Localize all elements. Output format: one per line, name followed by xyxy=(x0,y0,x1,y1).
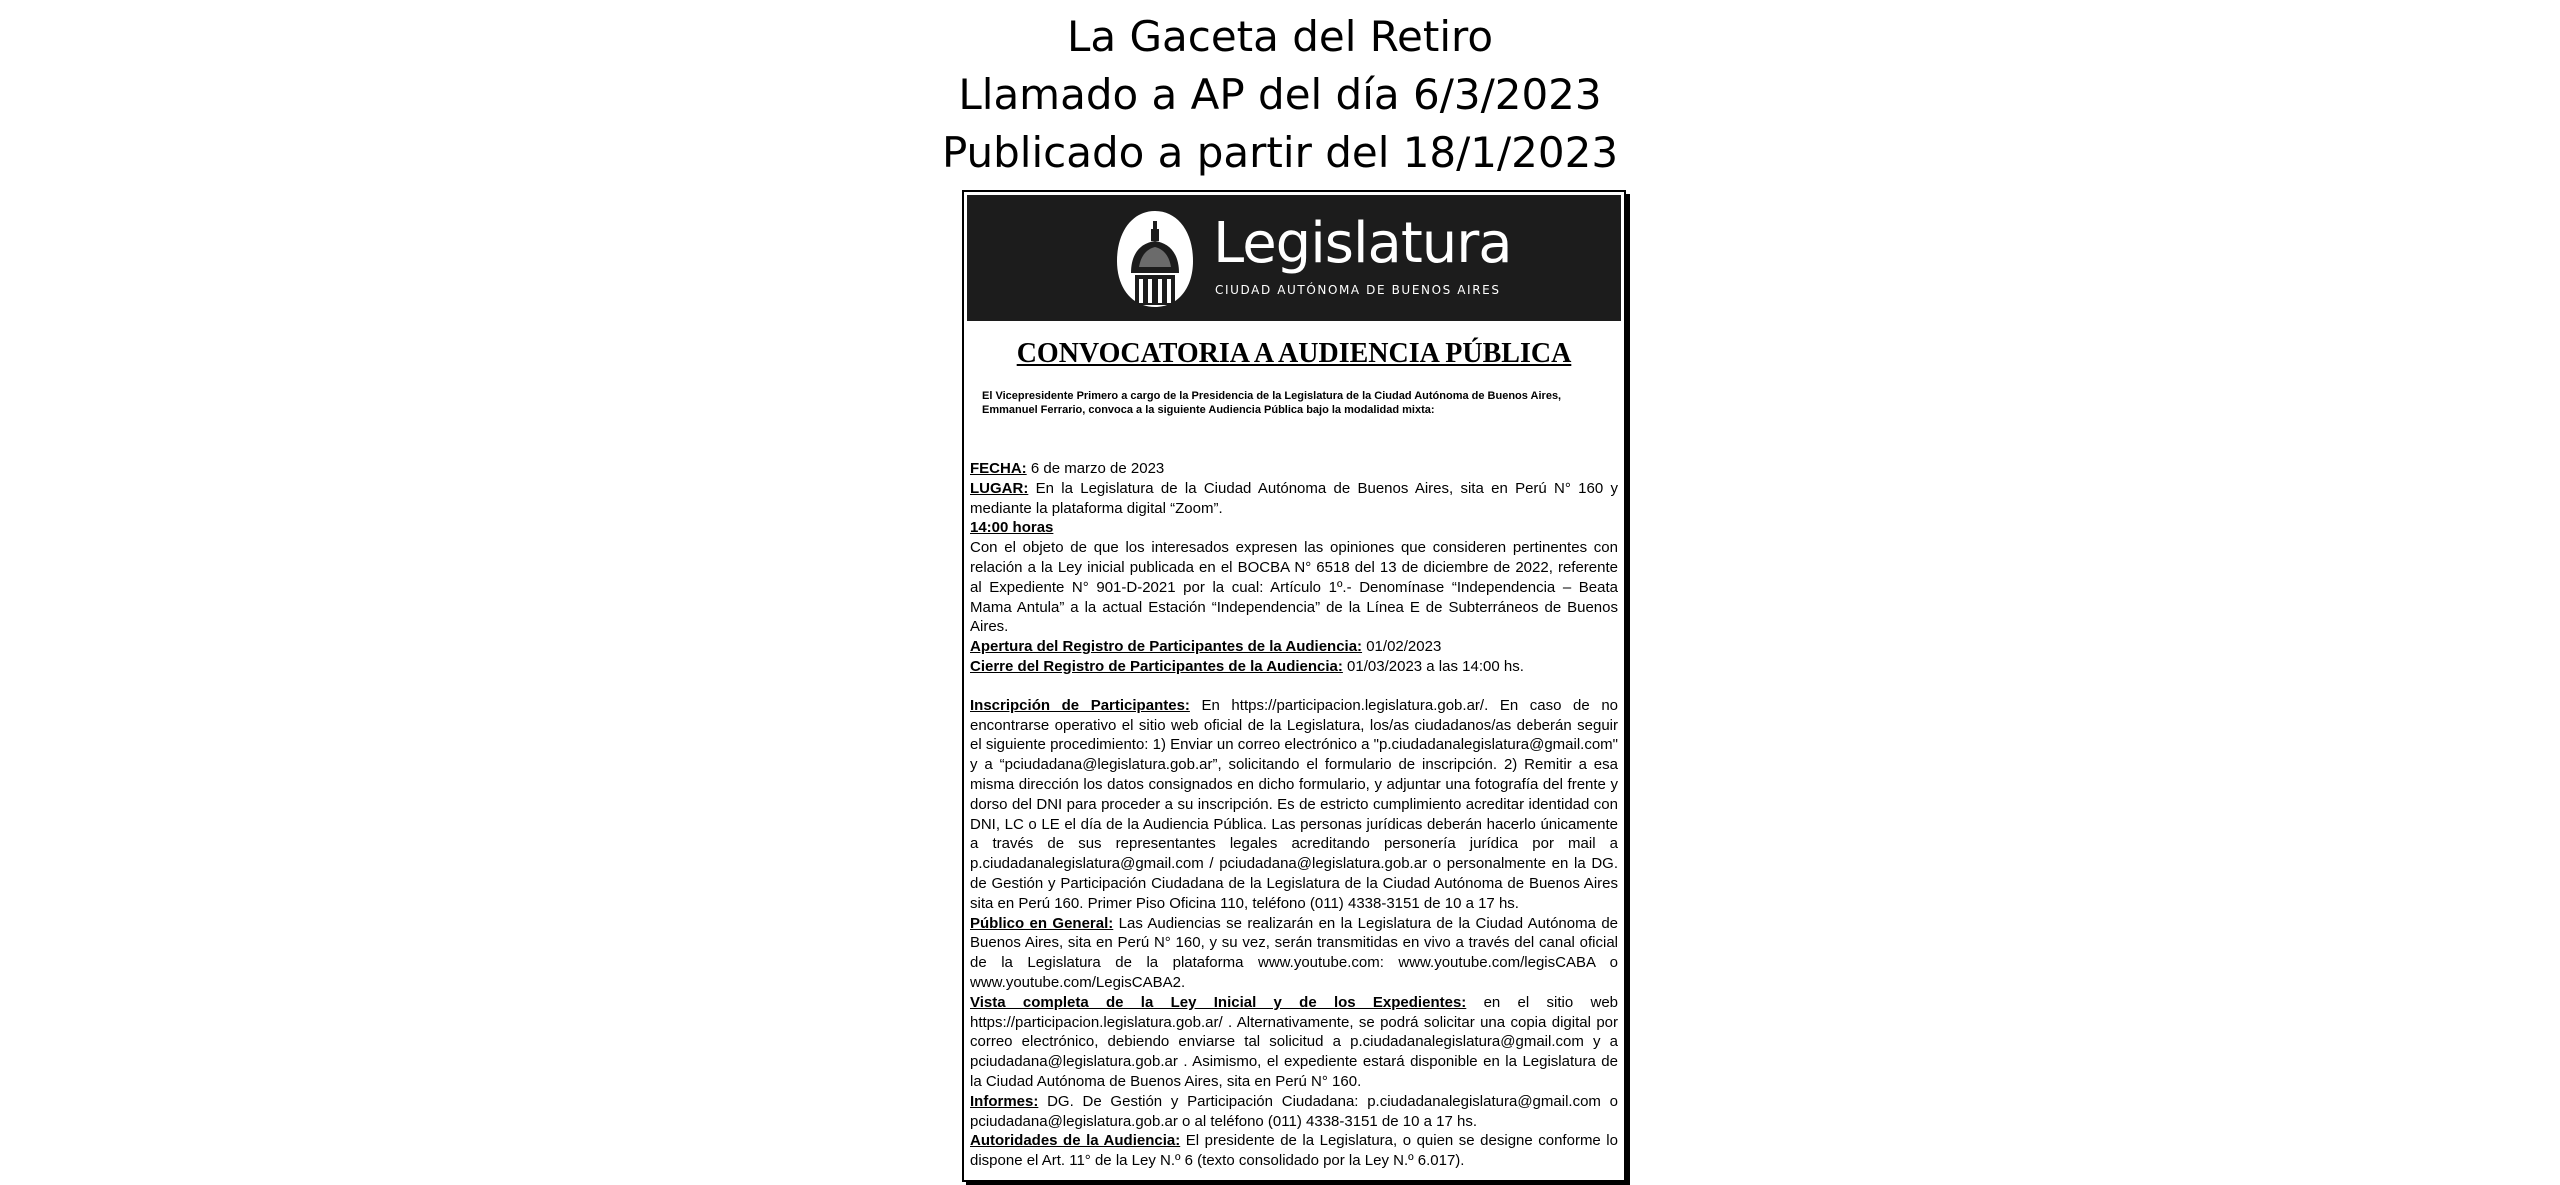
notice-document xyxy=(962,190,1626,1182)
vista-label: Vista completa de la Ley Inicial y de los Expedientes: xyxy=(970,993,1467,1011)
vista-paragraph xyxy=(970,993,1618,1092)
publico-text: Las Audiencias se realizarán en la Legislatura de la Ciudad Autónoma de Buenos Aires, sita en Perú N° 160, y su vez, serán transmitidas en vivo a través del canal oficial de la Legislatura de la plataforma www.youtube.com: www.youtube.com/legisCABA o www.youtube.com/LegisCABA2. xyxy=(970,914,1619,991)
notice-body xyxy=(970,459,1618,1171)
autoridades-paragraph xyxy=(970,1131,1618,1171)
autoridades-text: El presidente de la Legislatura, o quien se designe conforme lo dispone el Art. 11° de la Ley N.º 6 (texto consolidado por la Ley N.º 6.017). xyxy=(970,1132,1618,1170)
autoridades-label: Autoridades de la Audiencia: xyxy=(970,1132,1181,1150)
apertura-label: Apertura del Registro de Participantes de la Audiencia: xyxy=(970,638,1363,656)
apertura-paragraph xyxy=(970,637,1618,657)
informes-text: DG. De Gestión y Participación Ciudadana: p.ciudadanalegislatura@gmail.com o pciudadana@legislatura.gob.ar o al teléfono (011) 4338-3151 de 10 a 17 hs. xyxy=(970,1092,1618,1130)
logo-subtitle: CIUDAD AUTÓNOMA DE BUENOS AIRES xyxy=(1215,283,1501,297)
header-title: La Gaceta del Retiro xyxy=(1066,12,1494,61)
inscripcion-label: Inscripción de Participantes: xyxy=(970,696,1190,714)
publico-paragraph xyxy=(970,914,1618,993)
header-publish-date: Publicado a partir del 18/1/2023 xyxy=(941,128,1619,177)
notice-title: CONVOCATORIA A AUDIENCIA PÚBLICA xyxy=(1016,338,1572,369)
informes-label: Informes: xyxy=(970,1092,1039,1110)
page-header xyxy=(0,8,2560,182)
publico-label: Público en General: xyxy=(970,914,1114,932)
logo-wordmark: Legislatura xyxy=(1213,211,1512,276)
cierre-label: Cierre del Registro de Participantes de la Audiencia: xyxy=(970,657,1343,675)
fecha-paragraph xyxy=(970,459,1618,479)
inscripcion-paragraph xyxy=(970,696,1618,914)
apertura-text: 01/02/2023 xyxy=(1362,638,1442,656)
paragraph-gap xyxy=(970,677,1618,696)
inscripcion-text: En https://participacion.legislatura.gob.ar/. En caso de no encontrarse operativo el sitio web oficial de la Legislatura, los/as ciudadanos/as deberán seguir el siguiente procedimiento: 1) Enviar un correo electrónico a "p.ciudadanalegislatura@gmail.com" y a “pciudadana@legislatura.gob.ar”, solicitando el formulario de inscripción. 2) Remitir a esa misma dirección los datos consignados en dicho formulario, y adjuntar una fotografía del frente y dorso del DNI para proceder a su inscripción. Es de estricto cumplimiento acreditar identidad con DNI, LC o LE el día de la Audiencia Pública. Las personas jurídicas deberán hacerlo únicamente a través de sus representantes legales acreditando personería jurídica por mail a p.ciudadanalegislatura@gmail.com / pciudadana@legislatura.gob.ar o personalmente en la DG. de Gestión y Participación Ciudadana de la Legislatura de la Ciudad Autónoma de Buenos Aires sita en Perú 160. Primer Piso Oficina 110, teléfono (011) 4338-3151 de 10 a 17 hs. xyxy=(970,696,1618,912)
lugar-paragraph xyxy=(970,479,1618,519)
vista-text: en el sitio web https://participacion.legislatura.gob.ar/ . Alternativamente, se podrá solicitar una copia digital por correo electrónico, debiendo enviarse tal solicitud a p.ciudadanalegislatura@gmail.com y a pciudadana@legislatura.gob.ar . Asimismo, el expediente estará disponible en la Legislatura de la Ciudad Autónoma de Buenos Aires, sita en Perú N° 160. xyxy=(970,993,1618,1090)
notice-intro: El Vicepresidente Primero a cargo de la Presidencia de la Legislatura de la Ciudad Autónoma de Buenos Aires, Emmanuel Ferrario, convoca a la siguiente Audiencia Pública bajo la modalidad mixta: xyxy=(982,390,1562,416)
lugar-text: En la Legislatura de la Ciudad Autónoma de Buenos Aires, sita en Perú N° 160 y mediante la plataforma digital “Zoom”. xyxy=(970,479,1618,517)
hora-label: 14:00 horas xyxy=(970,519,1054,537)
fecha-text: 6 de marzo de 2023 xyxy=(1026,460,1165,477)
informes-paragraph xyxy=(970,1092,1618,1132)
objeto-paragraph: Con el objeto de que los interesados expresen las opiniones que consideren pertinentes con relación a la Ley inicial publicada en el BOCBA N° 6518 del 13 de diciembre de 2022, referente al Expediente N° 901-D-2021 por la cual: Artículo 1º.- Denomínase “Independencia – Beata Mama Antula” a la actual Estación “Independencia” de la Línea E de Subterráneos de Buenos Aires. xyxy=(970,539,1618,636)
hora-paragraph xyxy=(970,518,1618,538)
dome-icon xyxy=(1115,209,1195,309)
legislatura-banner xyxy=(967,195,1621,321)
lugar-label: LUGAR: xyxy=(970,479,1029,497)
cierre-text: 01/03/2023 a las 14:00 hs. xyxy=(1342,657,1524,675)
fecha-label: FECHA: xyxy=(970,460,1027,477)
header-call-date: Llamado a AP del día 6/3/2023 xyxy=(958,70,1602,119)
cierre-paragraph xyxy=(970,657,1618,677)
